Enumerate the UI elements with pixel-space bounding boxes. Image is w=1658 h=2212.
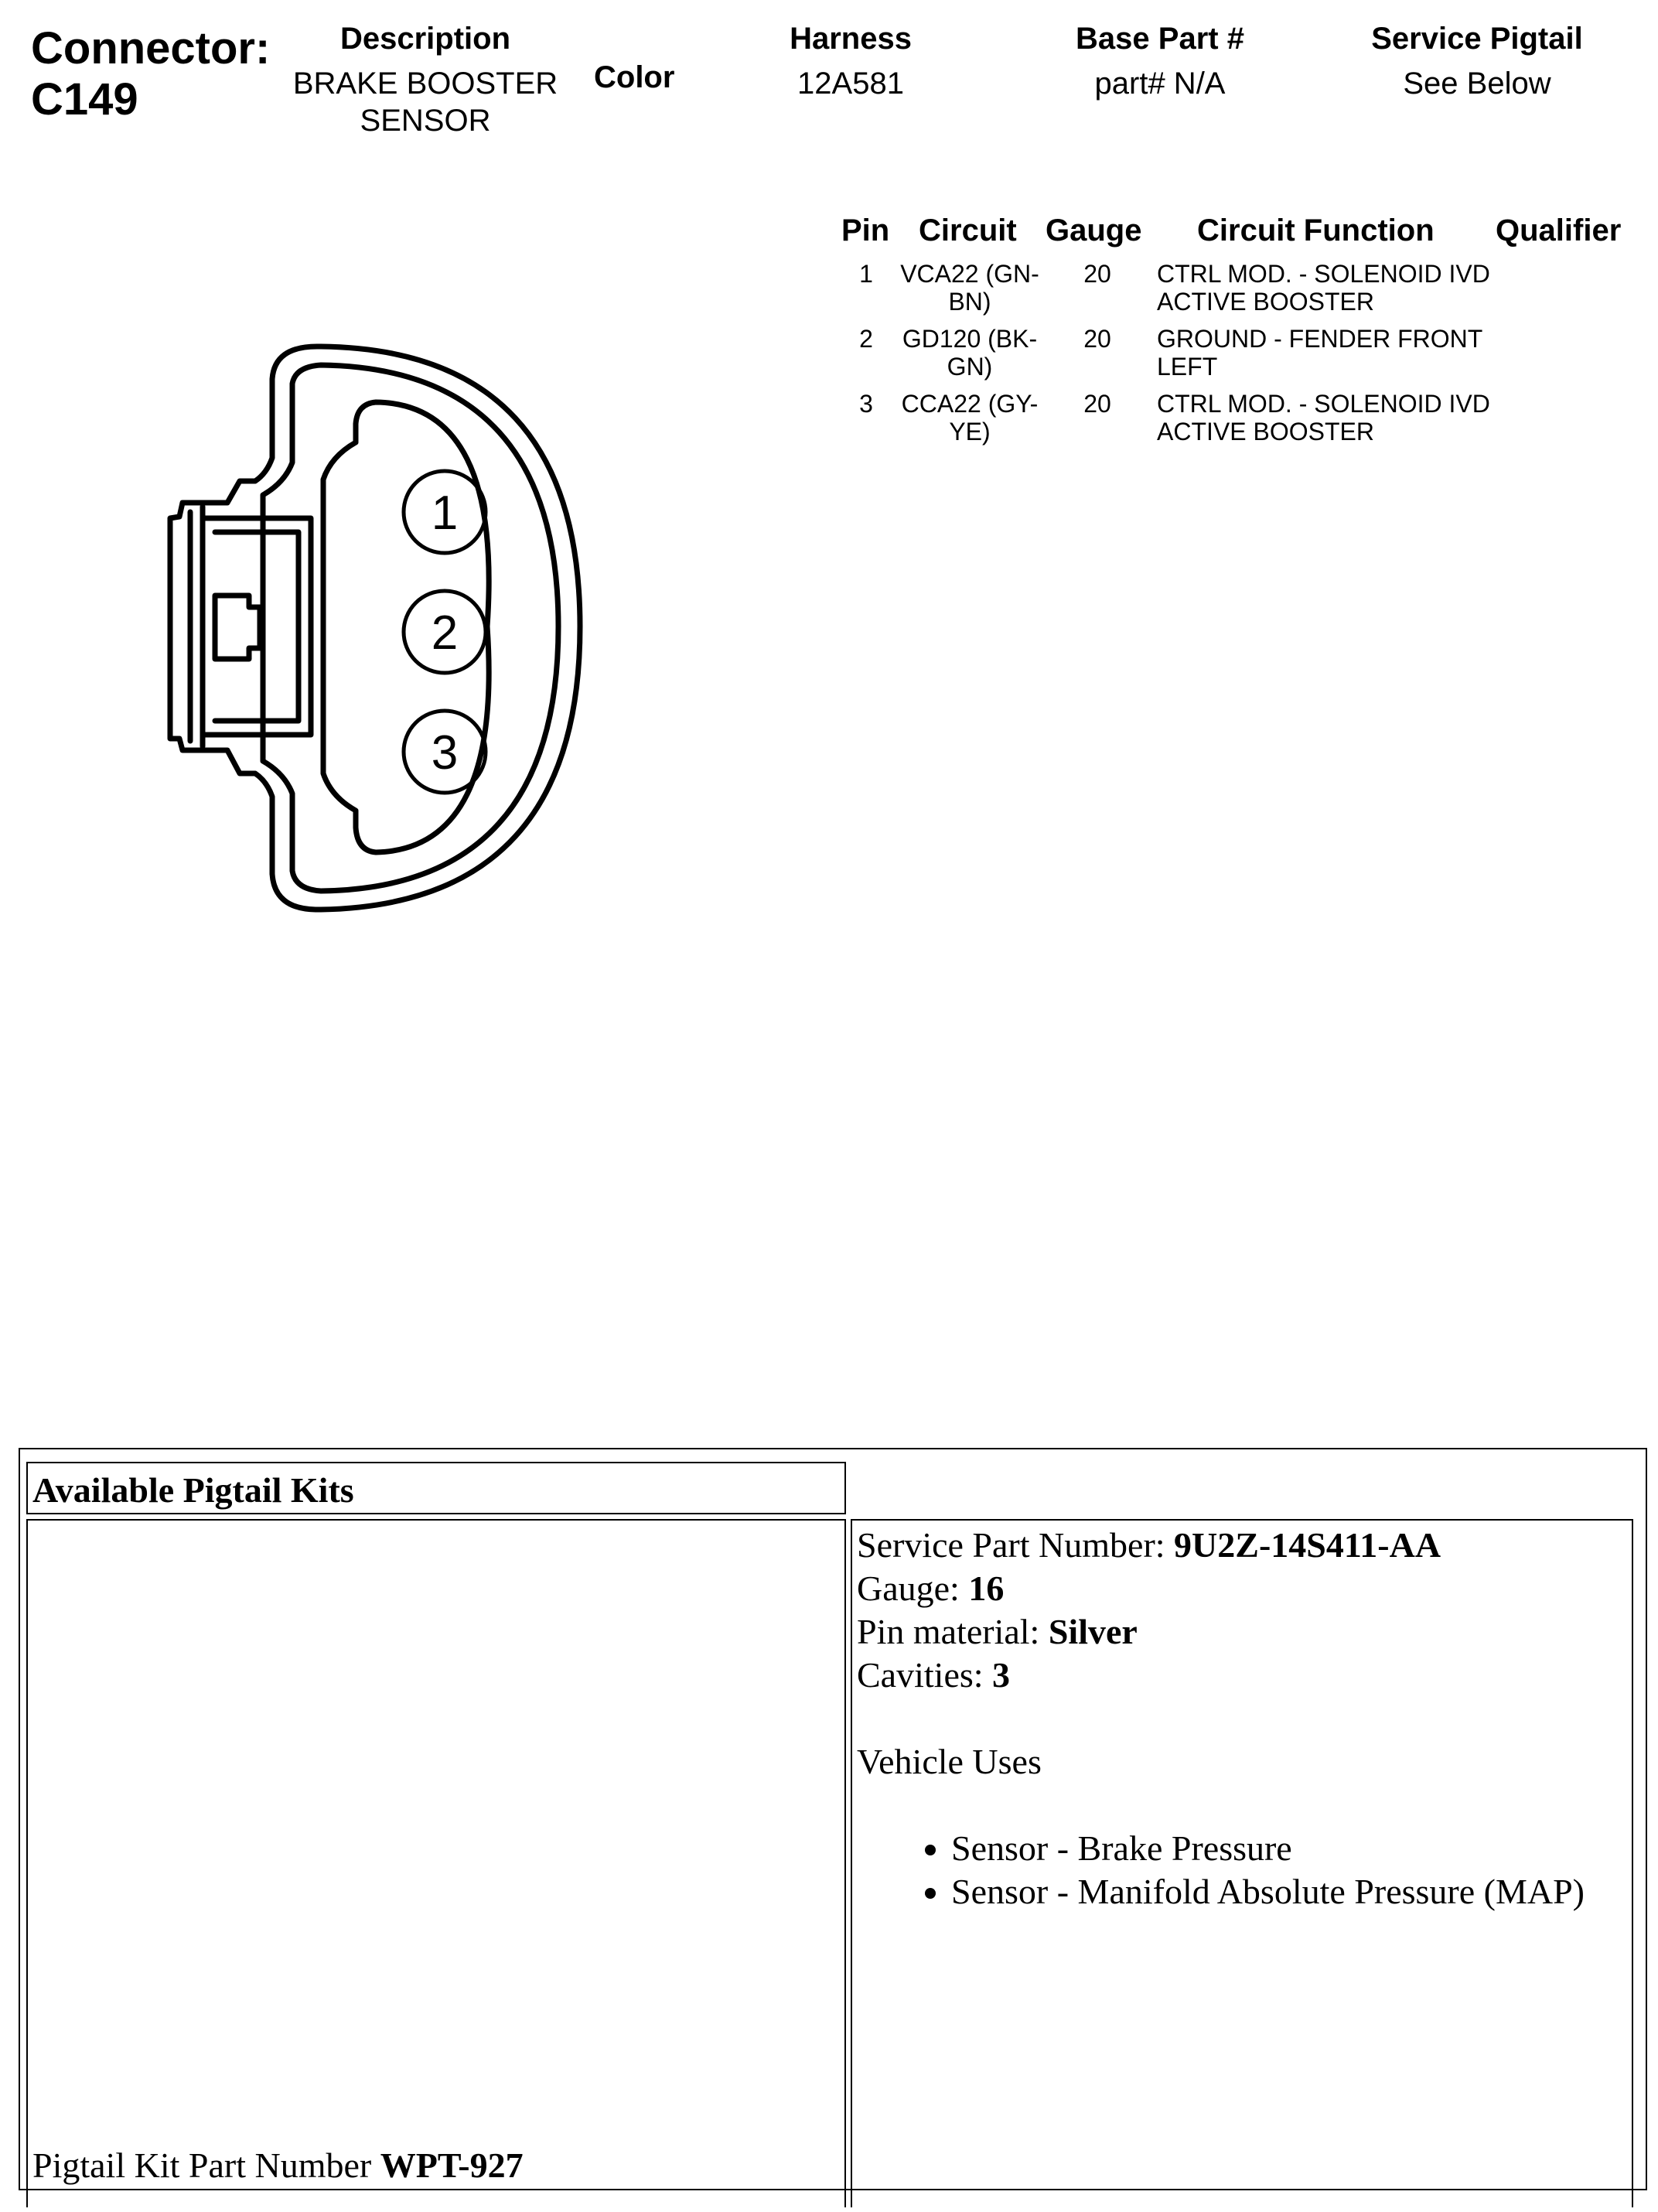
pin-number: 2 [859, 325, 873, 353]
qualifier-header: Qualifier [1496, 213, 1622, 247]
kit-part-value: WPT-927 [380, 2145, 524, 2185]
circuit-code: VCA22 (GN-BN) [900, 260, 1039, 316]
circuit-code: CCA22 (GY-YE) [901, 390, 1039, 445]
circuit-header: Circuit [919, 213, 1017, 247]
pigtail-kits-title: Available Pigtail Kits [32, 1470, 354, 1510]
pigtail-kit-left-cell [26, 1519, 846, 2207]
connector-label: Connector: [31, 23, 271, 73]
gauge-value: 20 [1083, 260, 1111, 288]
pin-material-label: Pin material: [857, 1612, 1040, 1651]
color-heading: Color [594, 60, 675, 94]
pin-material-value: Silver [1048, 1612, 1138, 1651]
gauge-line [857, 1567, 1622, 1610]
service-pigtail-heading: Service Pigtail [1371, 22, 1583, 56]
pigtail-kits-title-cell [26, 1462, 846, 1514]
gauge-value: 16 [968, 1569, 1005, 1608]
connector-title [31, 23, 270, 125]
description-value: BRAKE BOOSTER SENSOR [292, 67, 558, 138]
pin-cavity [323, 402, 489, 852]
circuit-function-header: Circuit Function [1197, 213, 1435, 247]
pin-1-label: 1 [431, 486, 459, 540]
vehicle-uses-label: Vehicle Uses [857, 1742, 1042, 1781]
cavities-value: 3 [992, 1655, 1011, 1695]
circuit-code: GD120 (BK-GN) [902, 325, 1038, 381]
service-part-label: Service Part Number: [857, 1525, 1165, 1565]
gauge-label: Gauge: [857, 1569, 960, 1608]
connector-housing-inner [263, 365, 558, 891]
pin-2-label: 2 [431, 606, 459, 660]
kit-part-label: Pigtail Kit Part Number [32, 2145, 372, 2185]
description-heading: Description [339, 22, 511, 56]
cavities-line [857, 1654, 1622, 1697]
pin-number: 3 [859, 390, 873, 418]
circuit-function: GROUND - FENDER FRONT LEFT [1157, 325, 1482, 381]
connector-face-diagram [147, 333, 595, 936]
vehicle-uses-list [857, 1827, 1585, 1913]
list-item: • Sensor - Brake Pressure [951, 1827, 1585, 1870]
list-item: • Sensor - Manifold Absolute Pressure (MAP) [951, 1870, 1585, 1913]
gauge-value: 20 [1083, 325, 1111, 353]
pin-3-label: 3 [431, 726, 459, 780]
pin-header: Pin [841, 213, 890, 247]
connector-housing-outer [170, 346, 580, 910]
service-part-value: 9U2Z-14S411-AA [1174, 1525, 1441, 1565]
circuit-function: CTRL MOD. - SOLENOID IVD ACTIVE BOOSTER [1157, 260, 1490, 316]
harness-heading: Harness [790, 22, 912, 56]
service-pigtail-value: See Below [1403, 67, 1551, 101]
circuit-function: CTRL MOD. - SOLENOID IVD ACTIVE BOOSTER [1157, 390, 1490, 445]
gauge-value: 20 [1083, 390, 1111, 418]
gauge-header: Gauge [1046, 213, 1142, 247]
cavities-label: Cavities: [857, 1655, 984, 1695]
pigtail-kit-part-number [32, 2144, 524, 2187]
base-part-heading: Base Part # [1076, 22, 1244, 56]
pigtail-kit-detail-cell [851, 1519, 1633, 2207]
base-part-value: part# N/A [1094, 67, 1226, 101]
pin-number: 1 [859, 260, 873, 288]
harness-value: 12A581 [797, 67, 904, 101]
pin-material-line [857, 1610, 1622, 1654]
service-part-line [857, 1524, 1622, 1567]
connector-id: C149 [31, 74, 138, 125]
